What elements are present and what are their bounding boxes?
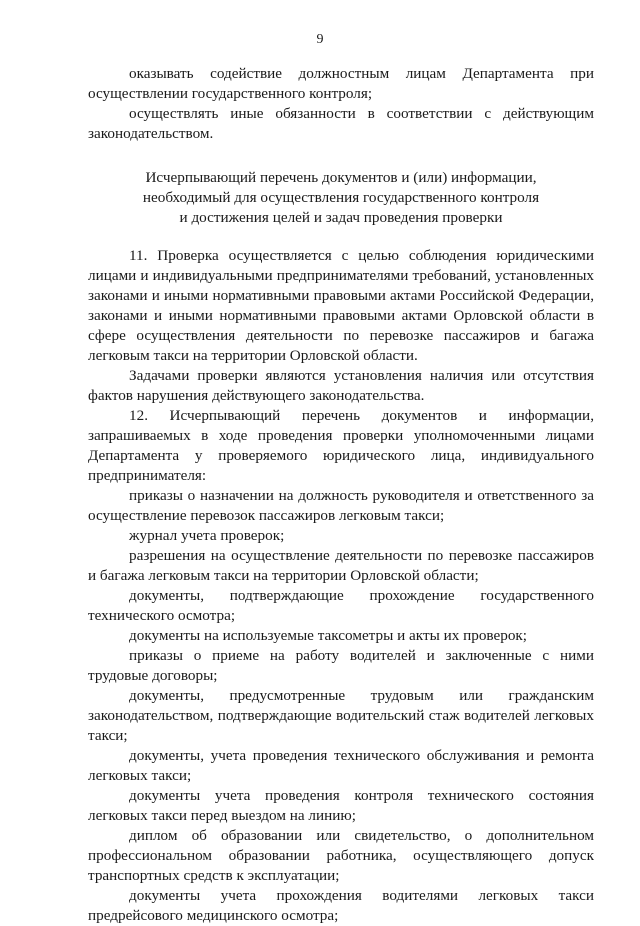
paragraph: 12. Исчерпывающий перечень документов и информации, запрашиваемых в ходе проведения проверки уполномоченными лицами Департамента у проверяемого юридического лица, индивидуального предпринимателя:: [88, 407, 594, 484]
page-number: 9: [316, 32, 324, 47]
list-item: документы, предусмотренные трудовым или гражданским законодательством, подтверждающие водительский стаж водителей легковых такси;: [88, 687, 594, 744]
document-body: [88, 64, 594, 926]
heading-line: и достижения целей и задач проведения проверки: [179, 209, 503, 226]
list-item: приказы о приеме на работу водителей и заключенные с ними трудовые договоры;: [88, 647, 594, 684]
list-item: журнал учета проверок;: [129, 527, 285, 544]
heading-line: Исчерпывающий перечень документов и (или) информации,: [145, 169, 537, 186]
list-item: приказы о назначении на должность руководителя и ответственного за осуществление перевозок пассажиров легковым такси;: [88, 487, 594, 524]
paragraph: оказывать содействие должностным лицам Департамента при осуществлении государственного контроля;: [88, 65, 594, 102]
list-item: документы учета прохождения водителями легковых такси предрейсового медицинского осмотра;: [88, 887, 594, 924]
list-item: документы, учета проведения технического обслуживания и ремонта легковых такси;: [88, 747, 594, 784]
paragraph: 11. Проверка осуществляется с целью соблюдения юридическими лицами и индивидуальными предпринимателями требований, установленных законами и иными нормативными правовыми актами Российской Федерации, законами и иными нормативными правовыми актами Орловской области в сфере осуществления деятельности по перевозке пассажиров и багажа легковым такси на территории Орловской области.: [88, 247, 594, 364]
list-item: разрешения на осуществление деятельности по перевозке пассажиров и багажа легковым такси на территории Орловской области;: [88, 547, 594, 584]
list-item: диплом об образовании или свидетельство, о дополнительном профессиональном образовании работника, осуществляющего допуск транспортных средств к эксплуатации;: [88, 827, 594, 884]
paragraph: осуществлять иные обязанности в соответствии с действующим законодательством.: [88, 105, 594, 142]
list-item: документы, подтверждающие прохождение государственного технического осмотра;: [88, 587, 594, 624]
list-item: документы на используемые таксометры и акты их проверок;: [129, 627, 528, 644]
list-item: документы учета проведения контроля технического состояния легковых такси перед выездом на линию;: [88, 787, 594, 824]
heading-line: необходимый для осуществления государственного контроля: [142, 189, 540, 206]
section-heading: [88, 168, 594, 228]
paragraph: Задачами проверки являются установления наличия или отсутствия фактов нарушения действующего законодательства.: [88, 367, 594, 404]
